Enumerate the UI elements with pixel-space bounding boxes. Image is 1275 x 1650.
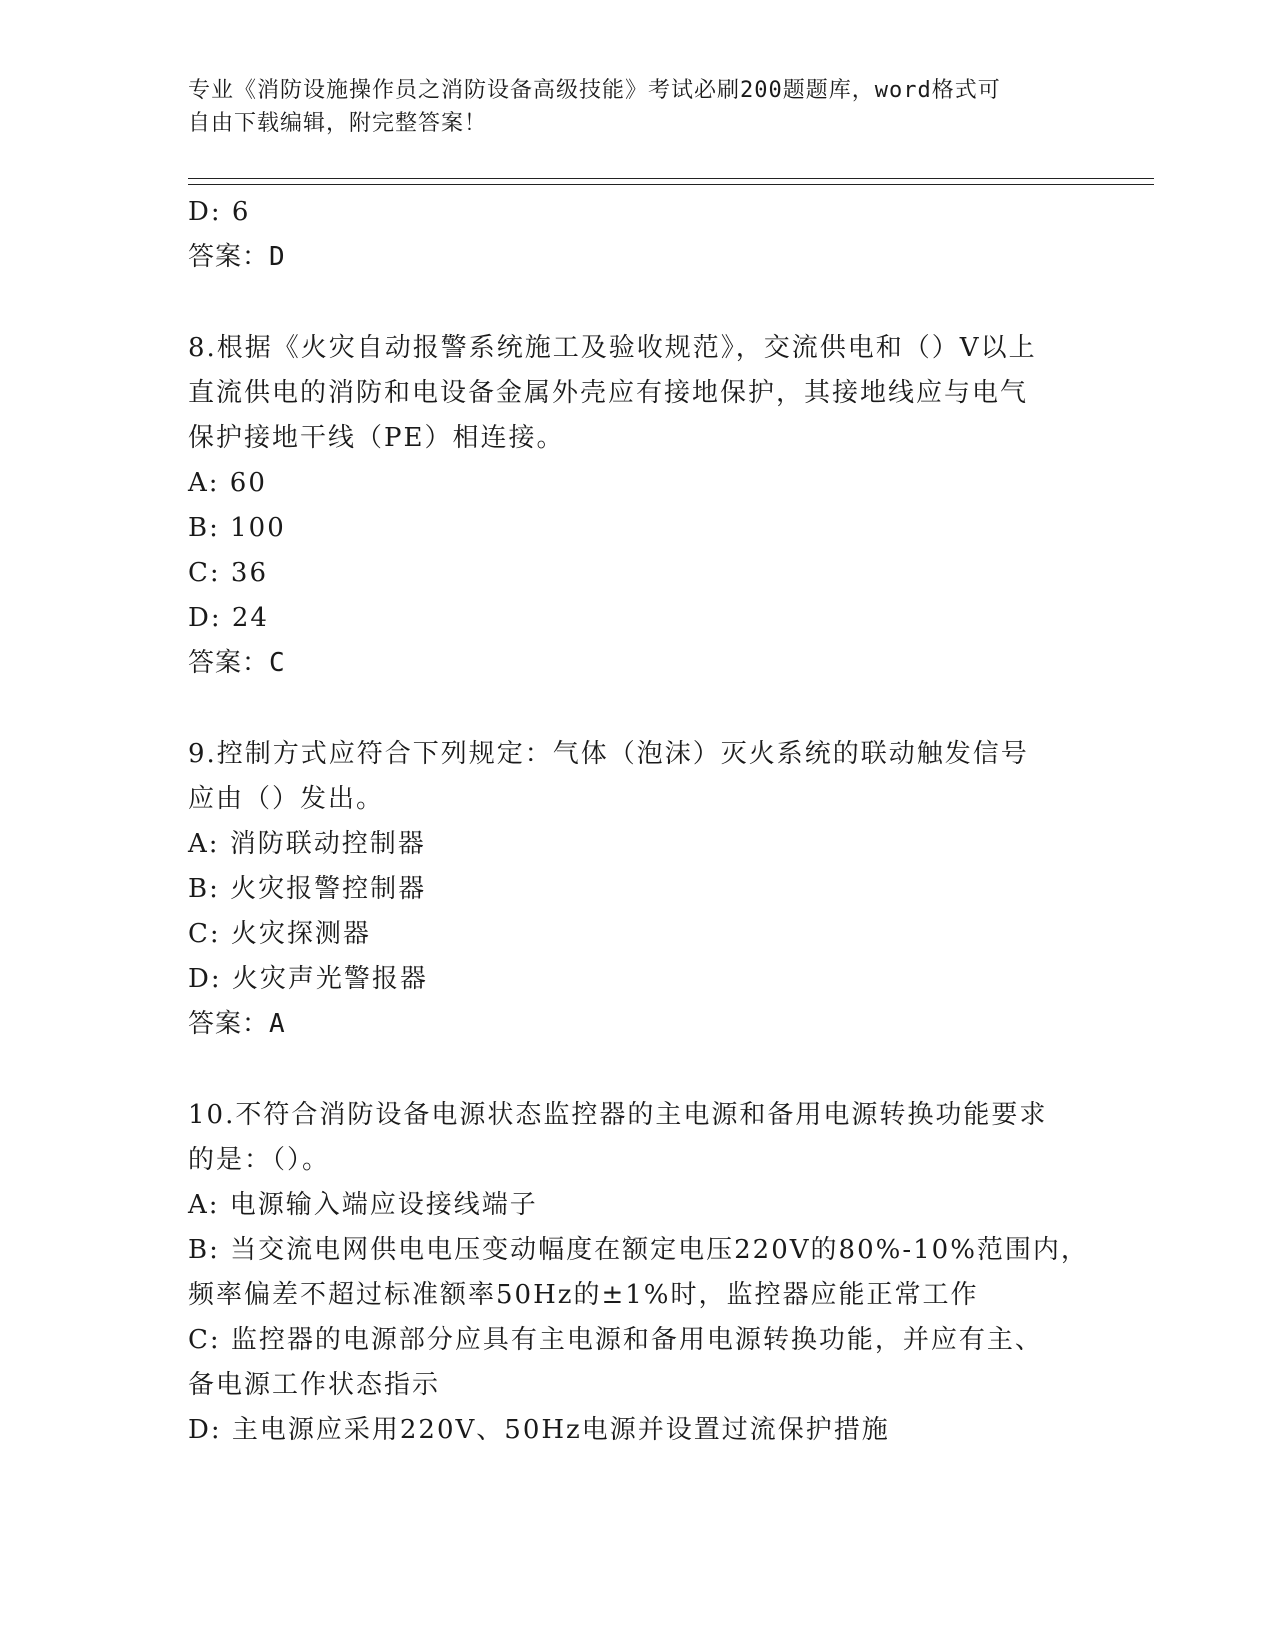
question-stem-line: 9.控制方式应符合下列规定：气体（泡沫）灭火系统的联动触发信号 bbox=[188, 739, 1029, 769]
spacer bbox=[188, 686, 1088, 732]
question-9 bbox=[188, 732, 1088, 1047]
option-b: B: 当交流电网供电电压变动幅度在额定电压220V的80%-10%范围内， bbox=[188, 1235, 1089, 1265]
question-10 bbox=[188, 1093, 1088, 1453]
prev-answer: 答案：D bbox=[188, 242, 286, 272]
option-c: C: 监控器的电源部分应具有主电源和备用电源转换功能，并应有主、 bbox=[188, 1325, 1043, 1355]
spacer bbox=[188, 1047, 1088, 1093]
question-8 bbox=[188, 326, 1088, 686]
option-d: D: 24 bbox=[188, 603, 269, 633]
answer: 答案：C bbox=[188, 648, 286, 678]
prev-option-d: D: 6 bbox=[188, 197, 251, 227]
option-d: D: 主电源应采用220V、50Hz电源并设置过流保护措施 bbox=[188, 1415, 890, 1445]
question-stem-line: 直流供电的消防和电设备金属外壳应有接地保护，其接地线应与电气 bbox=[188, 378, 1029, 408]
option-b: B: 100 bbox=[188, 513, 286, 543]
question-stem-line: 10.不符合消防设备电源状态监控器的主电源和备用电源转换功能要求 bbox=[188, 1100, 1048, 1130]
answer: 答案：A bbox=[188, 1009, 286, 1039]
question-stem-line: 应由（）发出。 bbox=[188, 784, 385, 814]
header-line-1: 专业《消防设施操作员之消防设备高级技能》考试必刷200题题库，word格式可 bbox=[188, 78, 1001, 103]
question-stem-line: 的是：（）。 bbox=[188, 1145, 331, 1175]
option-a: A: 消防联动控制器 bbox=[188, 829, 426, 859]
option-b: B: 火灾报警控制器 bbox=[188, 874, 427, 904]
header-divider-bottom bbox=[188, 184, 1154, 185]
option-a: A: 电源输入端应设接线端子 bbox=[188, 1190, 538, 1220]
option-b-continued: 频率偏差不超过标准额率50Hz的±1%时，监控器应能正常工作 bbox=[188, 1280, 979, 1310]
header-divider-top bbox=[188, 178, 1154, 179]
spacer bbox=[188, 280, 1088, 326]
document-header bbox=[188, 74, 1068, 140]
question-stem-line: 8.根据《火灾自动报警系统施工及验收规范》，交流供电和（）V以上 bbox=[188, 333, 1037, 363]
option-c: C: 火灾探测器 bbox=[188, 919, 371, 949]
option-d: D: 火灾声光警报器 bbox=[188, 964, 428, 994]
question-stem-line: 保护接地干线（PE）相连接。 bbox=[188, 423, 565, 453]
document-body bbox=[188, 190, 1088, 1453]
option-c-continued: 备电源工作状态指示 bbox=[188, 1370, 441, 1400]
header-line-2: 自由下载编辑，附完整答案！ bbox=[188, 111, 488, 136]
option-c: C: 36 bbox=[188, 558, 269, 588]
option-a: A: 60 bbox=[188, 468, 267, 498]
